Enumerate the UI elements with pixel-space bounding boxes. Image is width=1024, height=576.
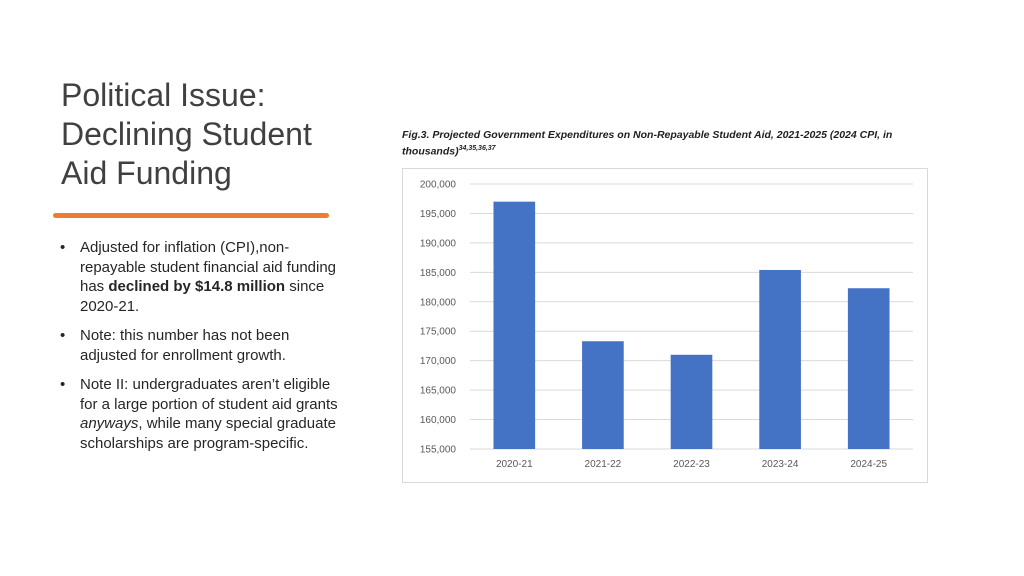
bullet-3-tail: , while many special graduate scholarships are program-specific. — [80, 415, 336, 452]
bullet-1-text: Adjusted for inflation (CPI),non-repayable student financial aid funding has — [80, 239, 337, 295]
x-tick-label-2023-24: 2023-24 — [761, 459, 799, 470]
bar-2021-22 — [582, 341, 624, 449]
title-accent-divider — [53, 213, 329, 218]
bullet-item-eligibility-note — [60, 375, 340, 453]
figure-caption-text: Fig.3. Projected Government Expenditures on Non-Repayable Student Aid, 2021-2025 (2024 CPI, in thousands) — [402, 129, 893, 158]
slide-title — [61, 76, 361, 193]
y-tick-label-160000: 160,000 — [419, 415, 456, 427]
title-line-2: Declining Student — [61, 116, 312, 152]
bar-2024-25 — [848, 288, 890, 449]
bullet-3-text: Note II: undergraduates aren’t eligible for a large portion of student aid grants — [80, 376, 338, 413]
bar-2023-24 — [759, 270, 801, 449]
y-tick-label-180000: 180,000 — [419, 297, 456, 309]
y-tick-label-165000: 165,000 — [419, 385, 456, 397]
bullet-item-funding-decline — [60, 238, 340, 316]
y-tick-label-200000: 200,000 — [419, 179, 456, 191]
x-axis-labels — [496, 459, 888, 470]
x-tick-label-2021-22: 2021-22 — [584, 459, 622, 470]
chart-canvas — [403, 169, 927, 482]
x-tick-label-2024-25: 2024-25 — [850, 459, 888, 470]
bullet-1-tail: since 2020-21. — [80, 278, 325, 315]
bullet-item-enrollment-note — [60, 326, 340, 365]
y-tick-label-170000: 170,000 — [419, 356, 456, 368]
title-line-3: Aid Funding — [61, 155, 232, 191]
x-tick-label-2020-21: 2020-21 — [495, 459, 533, 470]
y-axis-labels — [420, 180, 457, 456]
title-line-1: Political Issue: — [61, 77, 266, 113]
y-tick-label-155000: 155,000 — [419, 444, 456, 456]
bars — [493, 202, 889, 449]
bullet-1-bold: declined by $14.8 million — [108, 278, 286, 295]
bullet-3-italic: anyways — [80, 415, 139, 432]
bullet-list — [60, 238, 340, 463]
x-tick-label-2022-23: 2022-23 — [673, 459, 710, 470]
bar-chart — [402, 168, 928, 483]
figure-caption-citations: 34,35,36,37 — [458, 145, 496, 152]
y-tick-label-175000: 175,000 — [419, 326, 456, 338]
y-tick-label-190000: 190,000 — [419, 238, 456, 250]
bar-2020-21 — [493, 202, 535, 449]
bar-2022-23 — [671, 355, 713, 449]
figure-caption — [402, 128, 922, 159]
y-tick-label-195000: 195,000 — [419, 208, 456, 220]
bullet-2-text: Note: this number has not been adjusted for enrollment growth. — [80, 327, 290, 364]
y-tick-label-185000: 185,000 — [419, 267, 456, 279]
